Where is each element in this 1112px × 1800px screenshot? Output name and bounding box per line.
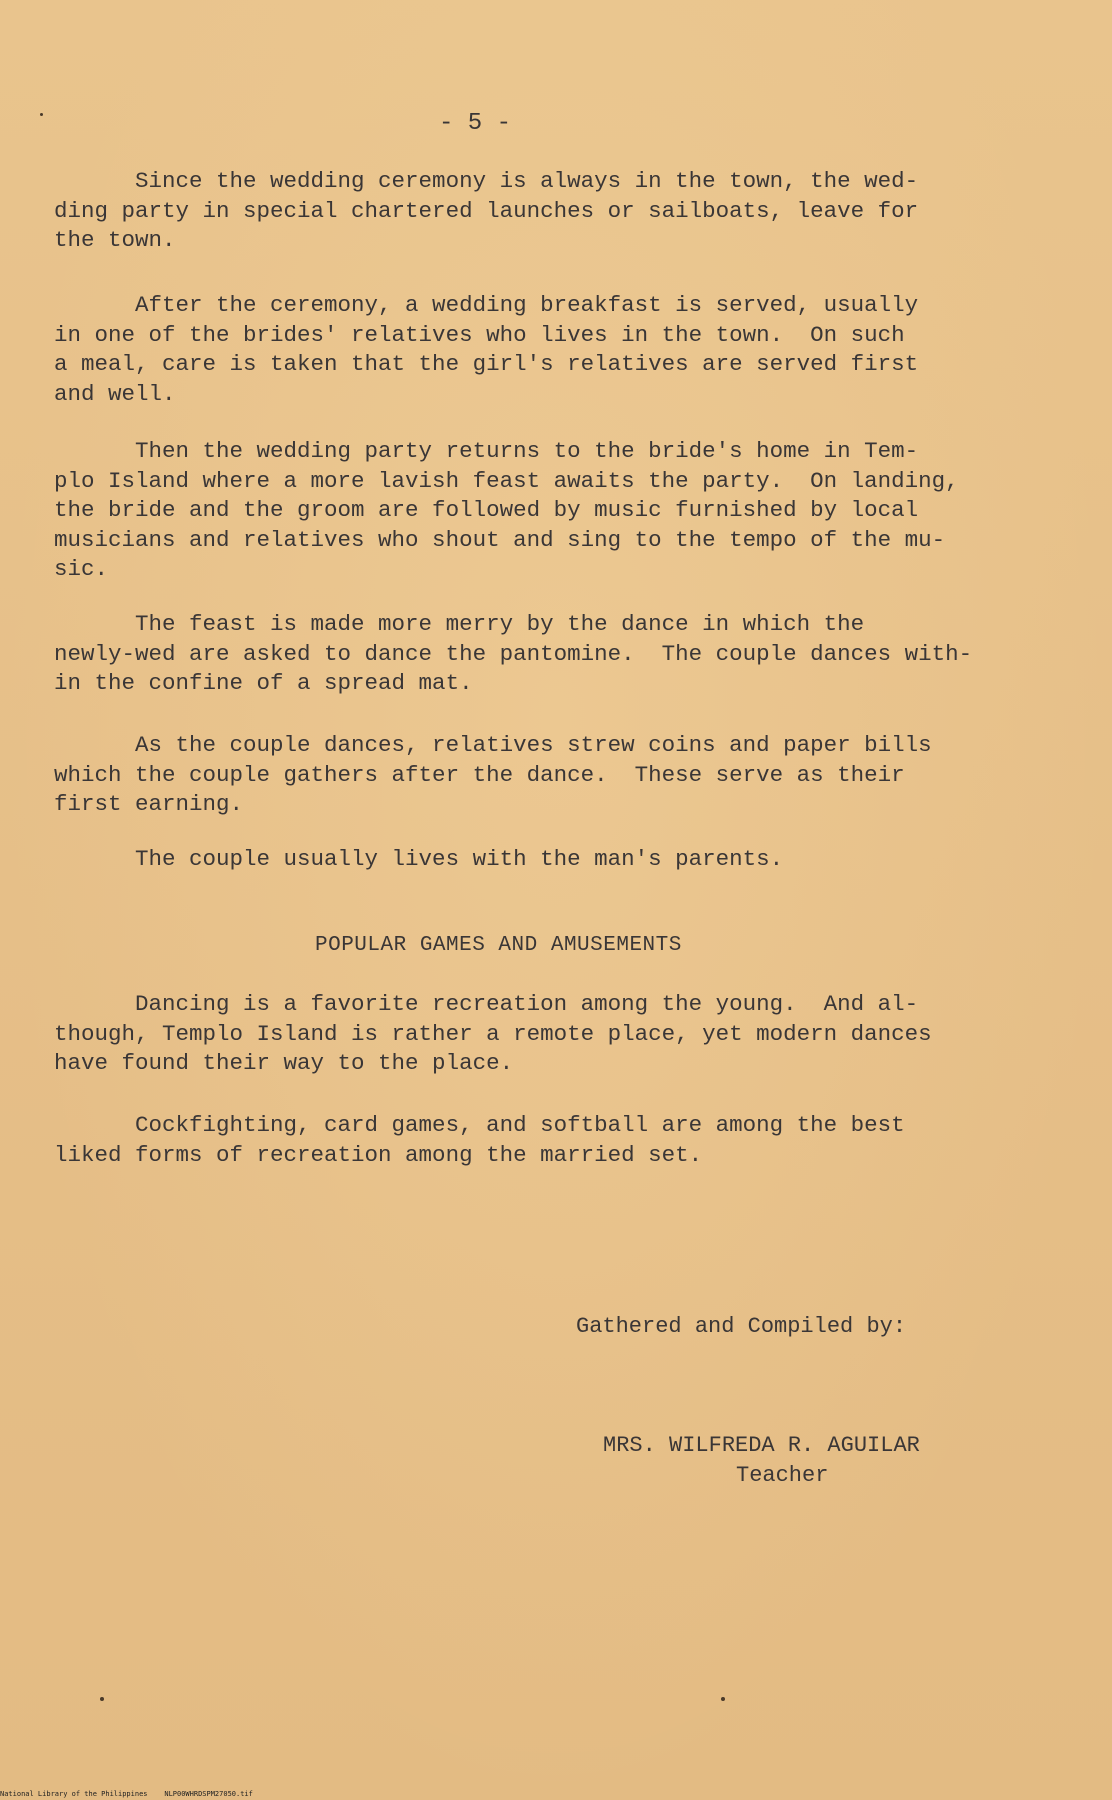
scan-footer: National Library of the Philippines NLP00WHRDSPM27050.tif [0, 1790, 253, 1798]
paragraph-dancing: Dancing is a favorite recreation among the young. And al- though, Templo Island is rather a remote place, yet modern dances have found their way to the place. [54, 991, 932, 1076]
compiler-title: Teacher [736, 1463, 829, 1488]
paragraph-wedding-feast: Then the wedding party returns to the bride's home in Tem- plo Island where a more lavish feast awaits the party. On landing, the bride and the groom are followed by music furnished by local musicians and relatives who shout and sing to the tempo of the mu- sic. [54, 438, 959, 582]
paragraph-cockfighting: Cockfighting, card games, and softball are among the best liked forms of recreation among the married set. [54, 1112, 905, 1168]
paper-speck [40, 113, 43, 116]
paragraph-couple-residence: The couple usually lives with the man's parents. [54, 846, 784, 872]
compiler-name: MRS. WILFREDA R. AGUILAR [603, 1433, 920, 1458]
paragraph-wedding-breakfast: After the ceremony, a wedding breakfast is served, usually in one of the brides' relatives who lives in the town. On such a meal, care is taken that the girl's relatives are served first and well. [54, 292, 919, 407]
paragraph-coins-and-bills: As the couple dances, relatives strew coins and paper bills which the couple gathers after the dance. These serve as their first earning. [54, 732, 932, 817]
paper-speck [721, 1697, 725, 1701]
gathered-by-label: Gathered and Compiled by: [576, 1314, 907, 1339]
paper-speck [100, 1697, 104, 1701]
section-heading: POPULAR GAMES AND AMUSEMENTS [315, 934, 682, 957]
page-number: - 5 - [438, 110, 511, 137]
paragraph-pantomine-dance: The feast is made more merry by the dance in which the newly-wed are asked to dance the pantomine. The couple dances with- in the confine of a spread mat. [54, 611, 973, 696]
paragraph-wedding-ceremony: Since the wedding ceremony is always in the town, the wed- ding party in special chartered launches or sailboats, leave for the town. [54, 168, 919, 253]
